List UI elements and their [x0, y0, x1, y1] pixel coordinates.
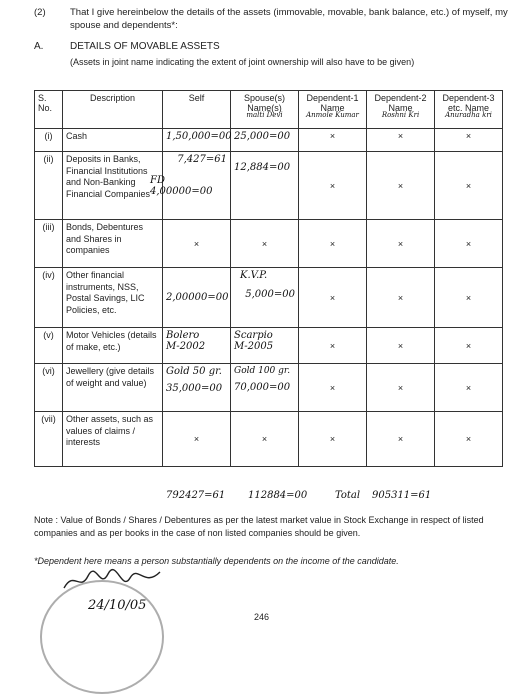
table-row: (vi) Jewellery (give details of weight and value) Gold 50 gr. 35,000=00 Gold 100 gr. 70,000=00 × × ×	[35, 364, 503, 412]
valuation-note: Note : Value of Bonds / Shares / Debentures as per the latest market value in Stock Exchange in respect of listed companies and as per books in the case of non listed companies should be given.	[34, 515, 484, 538]
total-spouse: 112884=00	[248, 490, 308, 501]
dep3-name-handwritten: Anuradha kri	[445, 111, 492, 119]
signature-date: 24/10/05	[88, 598, 147, 613]
table-row: (v) Motor Vehicles (details of make, etc.) Bolero M-2002 Scarpio M-2005 × × ×	[35, 328, 503, 364]
table-row: (iii) Bonds, Debentures and Shares in companies × × × × ×	[35, 220, 503, 268]
section-note: (Assets in joint name indicating the extent of joint ownership will also have to be given)	[70, 57, 415, 67]
section-heading	[34, 41, 220, 52]
intro-text: That I give hereinbelow the details of the assets (immovable, movable, bank balance, etc.) of myself, my spouse and dependents*:	[70, 7, 508, 31]
movable-assets-table	[34, 90, 503, 467]
signature-scribble	[60, 566, 170, 596]
header-self: Self	[163, 91, 231, 129]
header-dependent-2: Dependent-2 Name Roshni Kri	[367, 91, 435, 129]
dep2-name-handwritten: Roshni Kri	[381, 111, 420, 119]
section-title: DETAILS OF MOVABLE ASSETS	[70, 41, 220, 52]
table-row: (ii) Deposits in Banks, Financial Institutions and Non-Banking Financial Companies 7,427=61 FD 4,00000=00 12,884=00 × × ×	[35, 152, 503, 220]
section-letter: A.	[34, 41, 44, 52]
intro-number: (2)	[34, 7, 46, 18]
header-description: Description	[63, 91, 163, 129]
total-self: 792427=61	[166, 490, 226, 501]
page-number: 246	[254, 612, 270, 622]
header-dependent-3: Dependent-3 etc. Name Anuradha kri	[435, 91, 503, 129]
total-grand: 905311=61	[372, 490, 432, 501]
header-dependent-1: Dependent-1 Name Anmole Kumar	[299, 91, 367, 129]
dep1-name-handwritten: Anmole Kumar	[306, 111, 359, 119]
table-row: (iv) Other financial instruments, NSS, Postal Savings, LIC Policies, etc. 2,00000=00 K.V.P. 5,000=00 × × ×	[35, 268, 503, 328]
dependent-note: *Dependent here means a person substantially dependents on the income of the candidate.	[34, 556, 399, 566]
table-row: (i) Cash 1,50,000=00 25,000=00 × × ×	[35, 129, 503, 152]
header-sno: S. No.	[35, 91, 63, 129]
header-spouse: Spouse(s) Name(s) malti Devi	[231, 91, 299, 129]
table-row: (vii) Other assets, such as values of claims / interests × × × × ×	[35, 412, 503, 467]
table-header-row	[35, 91, 503, 129]
spouse-name-handwritten: malti Devi	[246, 111, 283, 119]
total-label: Total	[335, 490, 361, 501]
